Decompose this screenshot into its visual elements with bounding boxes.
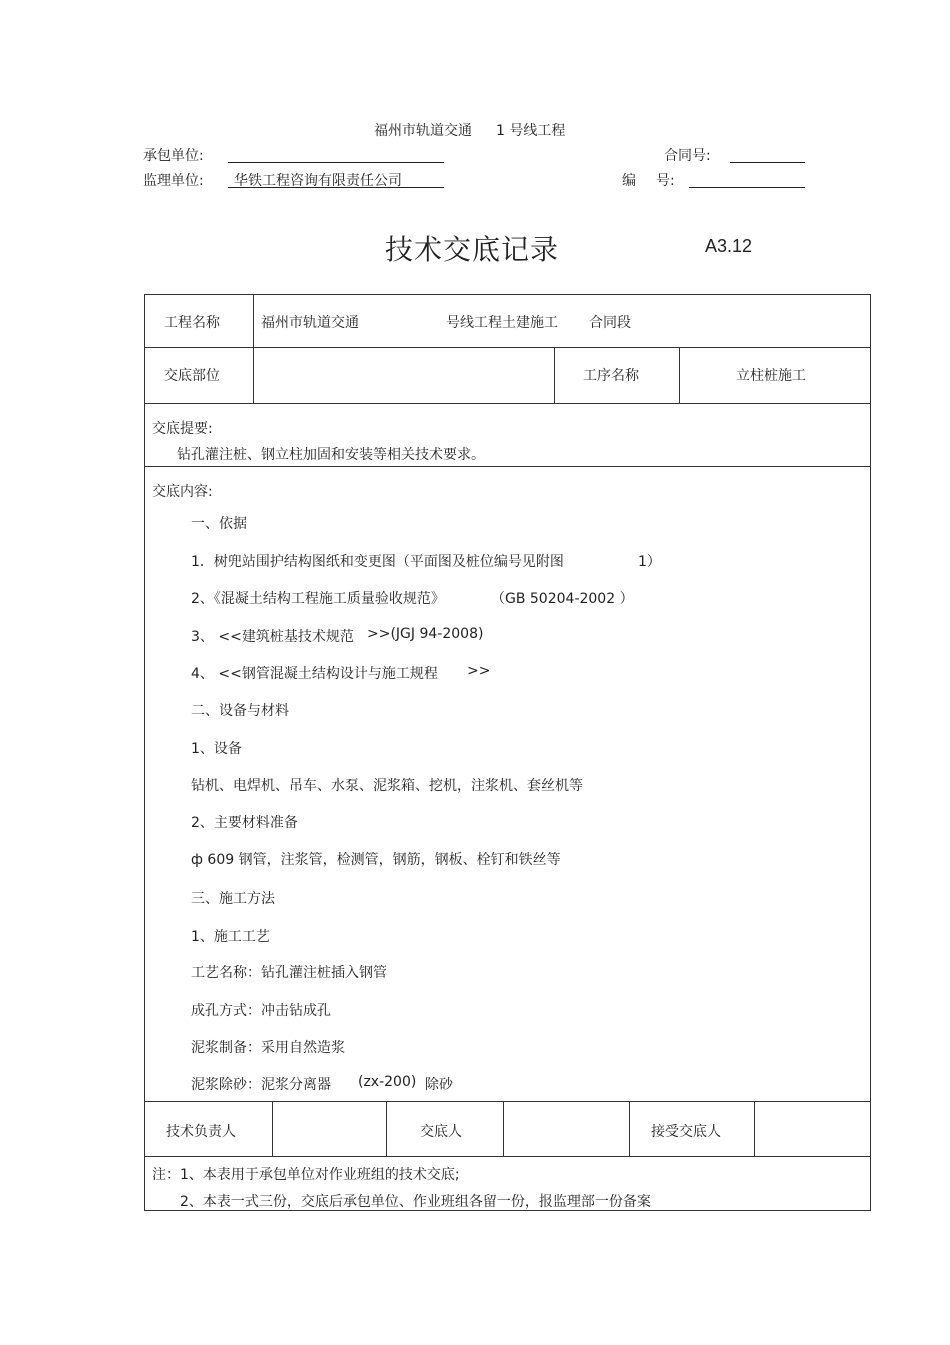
table-line bbox=[272, 1101, 273, 1156]
note-line-2: 2、本表一式三份，交底后承包单位、作业班组各留一份，报监理部一份备案 bbox=[180, 1194, 651, 1210]
content-line: 1．树兜站围护结构图纸和变更图（平面图及桩位编号见附图 1） bbox=[191, 554, 661, 570]
table-line bbox=[679, 347, 680, 403]
content-line: 4、 <<钢管混凝土结构设计与施工规程 >> bbox=[191, 663, 491, 682]
content-line: 泥浆除砂：泥浆分离器 (zx-200) 除砂 bbox=[191, 1074, 453, 1093]
table-line bbox=[144, 466, 871, 467]
table-line bbox=[870, 294, 871, 1210]
table-line bbox=[629, 1101, 630, 1156]
content-line: 钻机、电焊机、吊车、水泵、泥浆箱、挖机，注浆机、套丝机等 bbox=[191, 778, 583, 794]
header-project-prefix: 福州市轨道交通 bbox=[374, 123, 472, 139]
content-line: 二、设备与材料 bbox=[191, 703, 289, 719]
contract-no-field[interactable] bbox=[730, 162, 805, 163]
serial-field[interactable] bbox=[689, 187, 805, 188]
content-line: 2、主要材料准备 bbox=[191, 815, 298, 831]
project-name-part1: 福州市轨道交通 bbox=[261, 315, 359, 331]
header-project-suffix: 1 号线工程 bbox=[496, 123, 566, 139]
process-value: 立柱桩施工 bbox=[736, 368, 806, 384]
content-line: 一、依据 bbox=[191, 516, 247, 532]
project-name-part3: 合同段 bbox=[589, 315, 631, 331]
project-name-part2: 号线工程土建施工 bbox=[446, 315, 558, 331]
content-line: 2、《混凝土结构工程施工质量验收规范》 （GB 50204-2002 ） bbox=[191, 591, 634, 607]
content-line: ф 609 钢管，注浆管，检测管，钢筋，钢板、栓钉和铁丝等 bbox=[191, 852, 561, 868]
content-label: 交底内容: bbox=[152, 484, 213, 500]
contract-no-label: 合同号: bbox=[664, 148, 711, 164]
content-line: 工艺名称：钻孔灌注桩插入钢管 bbox=[191, 965, 387, 981]
process-label: 工序名称 bbox=[583, 368, 639, 384]
content-line: 成孔方式：冲击钻成孔 bbox=[191, 1003, 331, 1019]
contractor-field[interactable] bbox=[228, 162, 444, 163]
table-line bbox=[144, 294, 145, 1210]
supervisor-value: 华铁工程咨询有限责任公司 bbox=[234, 173, 402, 189]
table-line bbox=[144, 403, 871, 404]
table-line bbox=[144, 1156, 871, 1157]
table-line bbox=[554, 347, 555, 403]
table-line bbox=[754, 1101, 755, 1156]
supervisor-label: 监理单位: bbox=[143, 173, 204, 189]
doc-title: 技术交底记录 bbox=[385, 233, 560, 266]
summary-label: 交底提要: bbox=[152, 421, 213, 437]
serial-label: 编 bbox=[622, 173, 636, 189]
location-label: 交底部位 bbox=[164, 368, 220, 384]
content-line: 1、设备 bbox=[191, 741, 242, 757]
note-line-1: 注：1、本表用于承包单位对作业班组的技术交底; bbox=[152, 1167, 460, 1183]
project-name-label: 工程名称 bbox=[164, 315, 220, 331]
form-number: A3.12 bbox=[705, 236, 753, 256]
table-line bbox=[144, 1101, 871, 1102]
receiver-label: 接受交底人 bbox=[651, 1124, 721, 1140]
content-line: 3、 <<建筑桩基技术规范 >>(JGJ 94-2008) bbox=[191, 626, 484, 645]
table-line bbox=[386, 1101, 387, 1156]
content-line: 泥浆制备：采用自然造浆 bbox=[191, 1040, 345, 1056]
summary-text: 钻孔灌注桩、钢立柱加固和安装等相关技术要求。 bbox=[177, 447, 485, 463]
table-line bbox=[253, 294, 254, 403]
content-line: 三、施工方法 bbox=[191, 891, 275, 907]
content-line: 1、施工工艺 bbox=[191, 929, 270, 945]
contractor-label: 承包单位: bbox=[143, 148, 204, 164]
tech-lead-label: 技术负责人 bbox=[166, 1124, 236, 1140]
serial-label-2: 号: bbox=[656, 173, 675, 189]
discloser-label: 交底人 bbox=[420, 1124, 462, 1140]
supervisor-underline bbox=[228, 187, 444, 188]
table-line bbox=[503, 1101, 504, 1156]
